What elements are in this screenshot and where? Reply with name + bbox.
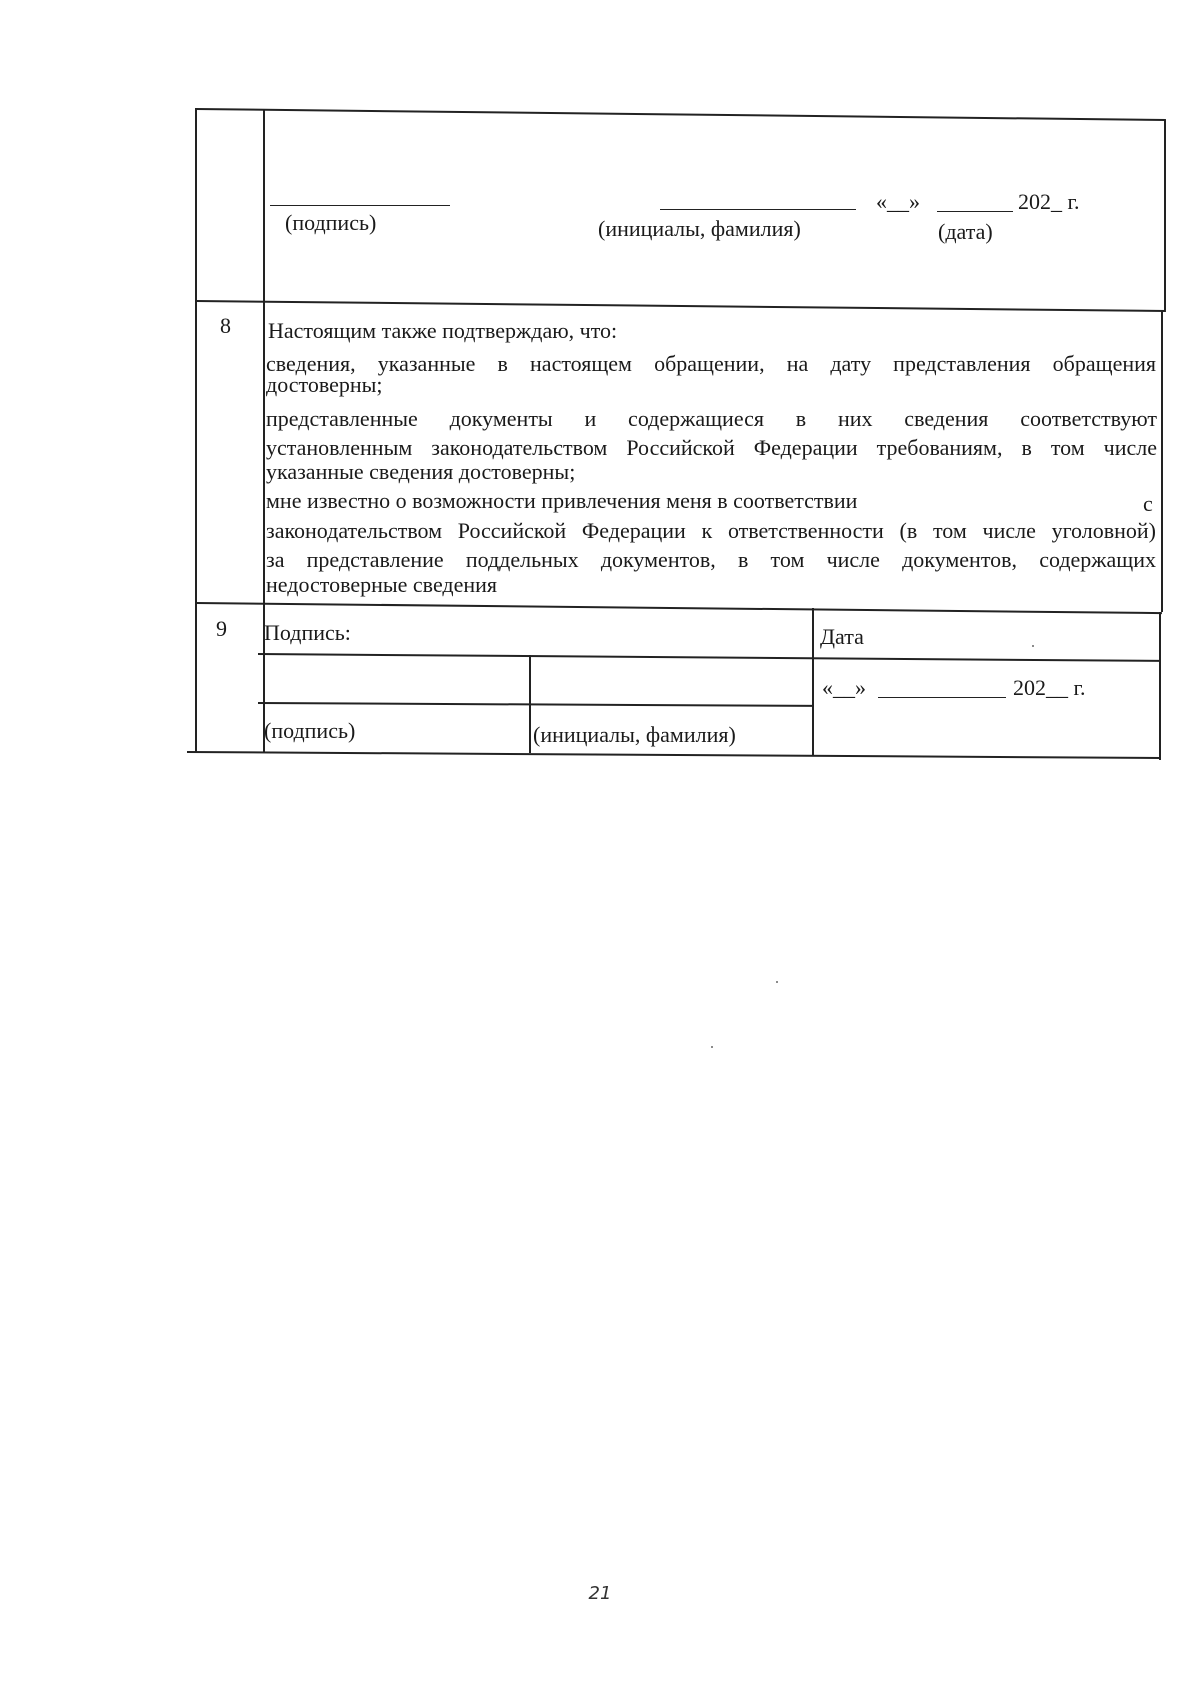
row8-text-line: за представление поддельных документов, в том числе документов, содержащих	[266, 547, 1156, 572]
page-number: 21	[588, 1583, 612, 1604]
row7-signature-line	[270, 205, 450, 206]
row9-signature-name-divider	[529, 655, 531, 753]
row7-bottom-border	[196, 300, 1166, 312]
table-right-border-lower	[1159, 612, 1161, 760]
row8-text-line: представленные документы и содержащиеся в них сведения соответствуют	[266, 406, 1157, 431]
table-right-border-upper	[1164, 120, 1166, 310]
row9-signature-label: Подпись:	[264, 620, 351, 645]
row8-text-line: достоверны;	[266, 372, 383, 397]
row9-date-quote: «__»	[822, 675, 866, 700]
row9-date-column-divider	[812, 608, 814, 756]
row7-date-caption: (дата)	[938, 219, 993, 244]
table-bottom-border	[187, 751, 1160, 759]
row9-date-year: 202__ г.	[1013, 675, 1086, 700]
row7-date-quote: «__»	[876, 189, 920, 214]
table-top-border	[196, 108, 1166, 121]
row7-date-year: 202_ г.	[1018, 189, 1080, 214]
row9-header-divider	[258, 653, 1160, 662]
row8-text-line: указанные сведения достоверны;	[266, 459, 576, 484]
row7-signature-caption: (подпись)	[285, 210, 377, 235]
row8-text-line: недостоверные сведения	[266, 572, 498, 597]
scan-speck	[1032, 645, 1034, 647]
scan-speck	[776, 981, 778, 983]
row9-sign-divider	[258, 702, 814, 707]
row7-name-caption: (инициалы, фамилия)	[598, 216, 801, 241]
row8-text-line: Настоящим также подтверждаю, что:	[268, 318, 618, 343]
row9-date-line	[878, 697, 1006, 698]
row8-text-line: мне известно о возможности привлечения меня в соответствии	[266, 488, 858, 513]
table-left-border	[195, 108, 197, 752]
row9-date-label: Дата	[820, 624, 864, 649]
row8-text-line: установленным законодательством Российской Федерации требованиям, в том числе	[266, 435, 1157, 460]
scan-speck	[711, 1046, 713, 1048]
row9-name-caption: (инициалы, фамилия)	[533, 722, 736, 747]
row8-number: 8	[220, 313, 231, 338]
row8-bottom-border	[196, 602, 1162, 614]
row7-date-line	[937, 211, 1013, 212]
row8-text-line: законодательством Российской Федерации к ответственности (в том числе уголовной)	[266, 518, 1156, 543]
table-number-column-divider	[263, 109, 265, 752]
table-right-border-mid	[1161, 310, 1163, 612]
row7-name-line	[660, 209, 856, 210]
row8-text-line: с	[1143, 491, 1153, 516]
row9-signature-caption: (подпись)	[264, 718, 356, 743]
row8-text-line: сведения, указанные в настоящем обращении, на дату представления обращения	[266, 351, 1156, 376]
row9-number: 9	[216, 616, 227, 641]
